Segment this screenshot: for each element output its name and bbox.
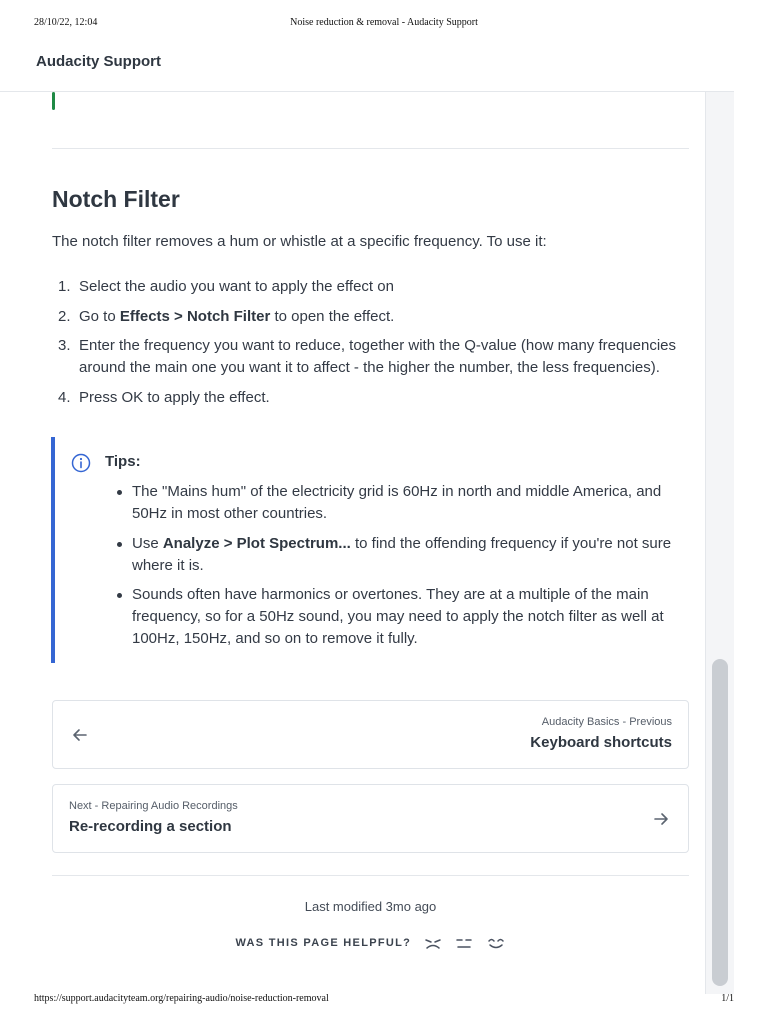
sad-face-icon[interactable]: [423, 935, 443, 951]
tip-text: to find the offending frequency if you're not sure where it is.: [132, 534, 672, 574]
bullet: [117, 490, 122, 495]
step-text: Select the audio you want to apply the effect on: [79, 278, 394, 295]
arrow-right-icon: [651, 809, 671, 829]
print-datetime: 28/10/22, 12:04: [34, 17, 98, 28]
steps-list: [52, 276, 692, 416]
section-heading: Notch Filter: [52, 186, 180, 212]
list-item: [115, 481, 675, 525]
list-item: [52, 335, 692, 379]
previous-page-kicker: Audacity Basics - Previous: [541, 716, 672, 728]
list-item: [115, 533, 675, 577]
happy-face-icon[interactable]: [486, 935, 506, 951]
previous-hint-accent: [52, 92, 55, 110]
site-name-link[interactable]: Audacity Support: [36, 53, 162, 70]
tip-text: Use: [132, 534, 163, 552]
section-divider: [52, 148, 689, 149]
print-page-title: Noise reduction & removal - Audacity Support: [290, 17, 478, 28]
tips-label: Tips:: [105, 453, 141, 470]
tip-text: Sounds often have harmonics or overtones. They are at a multiple of the main frequency, so for a 50Hz sound, you may need to apply the notch filter as well at 100Hz, 150Hz, and so on to remove it fully.: [132, 586, 664, 647]
step-number: 1.: [58, 278, 71, 295]
arrow-left-icon: [70, 725, 90, 745]
list-item: [52, 276, 692, 298]
next-page-title: Re-recording a section: [69, 818, 232, 835]
site-header: [0, 44, 734, 92]
last-modified: Last modified 3mo ago: [304, 899, 437, 914]
print-page-number: 1/1: [721, 993, 734, 1004]
scrollbar-thumb[interactable]: [712, 659, 728, 986]
list-item: [52, 306, 692, 328]
step-text: Go to: [79, 307, 120, 325]
step-number: 2.: [58, 307, 71, 325]
list-item: [52, 387, 692, 409]
neutral-face-icon[interactable]: [454, 935, 474, 951]
print-footer: [0, 992, 768, 1024]
print-url: https://support.audacityteam.org/repairing-audio/noise-reduction-removal: [34, 993, 329, 1004]
feedback-bar: [52, 934, 689, 954]
section-intro: The notch filter removes a hum or whistle at a specific frequency. To use it:: [52, 233, 547, 250]
bullet: [117, 593, 122, 598]
step-number: 4.: [58, 388, 71, 406]
bullet: [117, 542, 122, 547]
step-text: Press OK to apply the effect.: [79, 388, 270, 406]
next-page-kicker: Next - Repairing Audio Recordings: [69, 800, 238, 812]
info-icon: [71, 453, 91, 473]
print-header: [0, 0, 768, 44]
previous-page-title: Keyboard shortcuts: [530, 734, 672, 751]
tips-callout: [51, 437, 689, 663]
list-item: [115, 584, 675, 650]
previous-page-card[interactable]: [52, 700, 689, 769]
step-number: 3.: [58, 337, 71, 354]
footer-divider: [52, 875, 689, 876]
next-page-card[interactable]: [52, 784, 689, 853]
menu-path: Analyze > Plot Spectrum...: [162, 534, 351, 552]
tips-list: [115, 481, 675, 658]
tip-text: The "Mains hum" of the electricity grid is 60Hz in north and middle America, and 50Hz in most other countries.: [132, 483, 662, 522]
step-text: Enter the frequency you want to reduce, together with the Q-value (how many frequencies around the main one you want it to affect - the higher the number, the less frequencies).: [79, 337, 676, 376]
menu-path: Effects > Notch Filter: [119, 307, 271, 325]
feedback-label: WAS THIS PAGE HELPFUL?: [235, 936, 412, 949]
step-text: to open the effect.: [270, 307, 395, 325]
